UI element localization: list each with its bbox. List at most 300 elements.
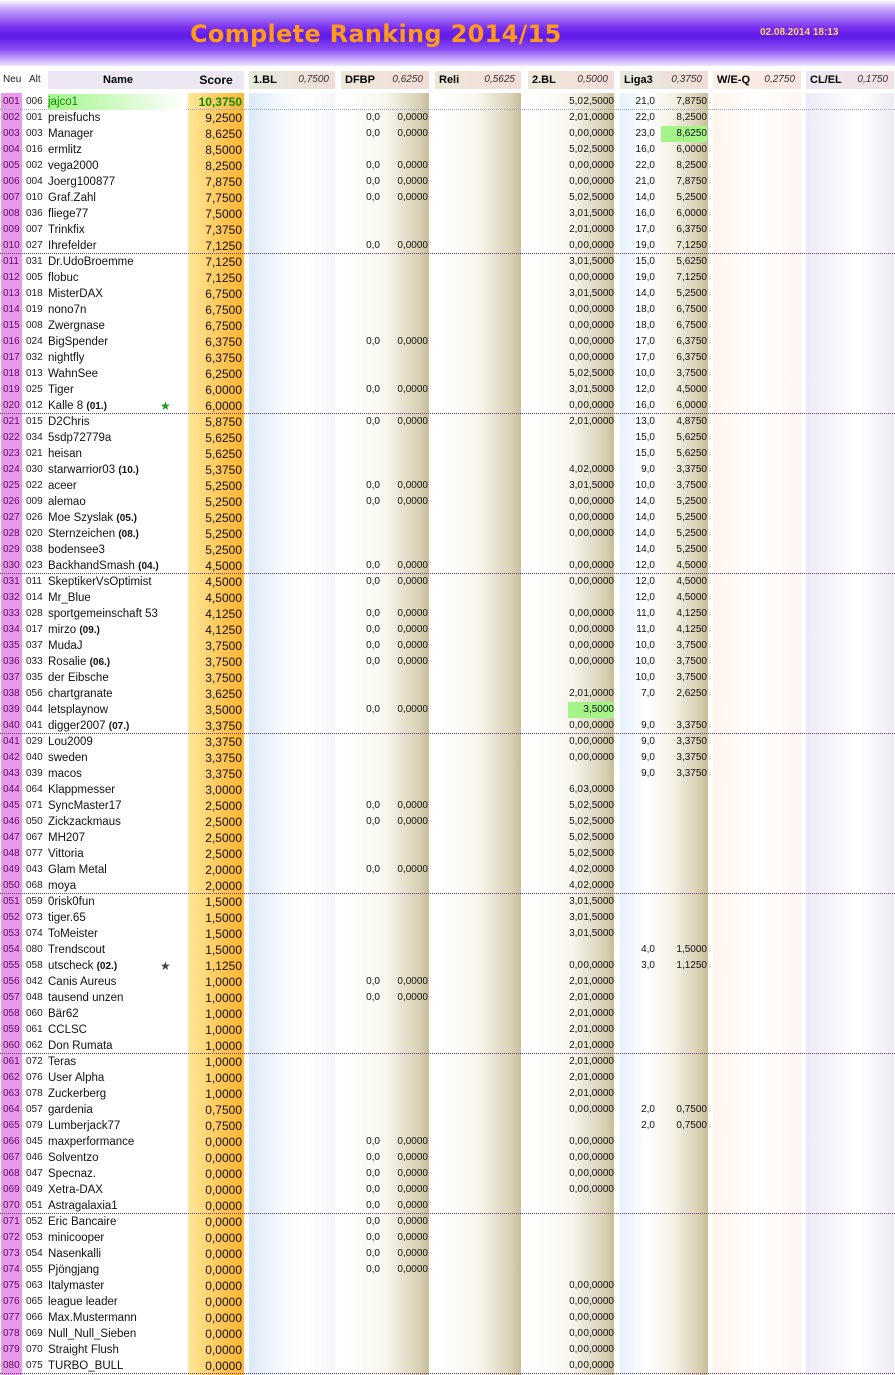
bl2-points: 0,0	[569, 640, 583, 651]
table-row[interactable]	[0, 718, 895, 734]
table-row[interactable]	[0, 1310, 895, 1326]
table-row[interactable]	[0, 734, 895, 750]
rank-old: 075	[26, 1360, 43, 1371]
dfbp-weighted: 0,0000	[397, 176, 428, 187]
player-name: Lou2009	[48, 736, 93, 748]
rank-old: 018	[26, 288, 43, 299]
table-row[interactable]	[0, 574, 895, 590]
table-row[interactable]	[0, 846, 895, 862]
rank-old: 063	[26, 1280, 43, 1291]
dfbp-points: 0,0	[366, 1264, 380, 1275]
player-name: Bär62	[48, 1008, 79, 1020]
rank-new: 034	[3, 624, 20, 635]
rank-new: 041	[3, 736, 20, 747]
bl2-points: 2,0	[569, 224, 583, 235]
table-row[interactable]	[0, 254, 895, 270]
table-row[interactable]	[0, 1118, 895, 1134]
total-score: 2,0000	[205, 879, 242, 893]
table-row[interactable]	[0, 590, 895, 606]
liga3-weighted: 3,3750	[676, 752, 707, 763]
rank-new: 053	[3, 928, 20, 939]
table-row[interactable]	[0, 526, 895, 542]
player-name: moya	[48, 880, 77, 892]
dfbp-points: 0,0	[366, 1216, 380, 1227]
rank-new: 038	[3, 688, 20, 699]
table-row[interactable]	[0, 1342, 895, 1358]
liga3-weighted: 8,2500	[676, 112, 707, 123]
total-score: 3,7500	[205, 639, 242, 653]
table-row[interactable]	[0, 190, 895, 206]
rank-new: 033	[3, 608, 20, 619]
table-row[interactable]	[0, 94, 895, 110]
table-row[interactable]	[0, 1038, 895, 1054]
table-row[interactable]	[0, 1198, 895, 1214]
table-row[interactable]	[0, 926, 895, 942]
bl2-weighted: 0,0000	[583, 304, 614, 315]
liga3-points: 16,0	[635, 144, 655, 155]
table-row[interactable]	[0, 222, 895, 238]
bl2-weighted: 2,5000	[583, 192, 614, 203]
header-comp-clel	[806, 71, 894, 89]
liga3-points: 23,0	[635, 128, 655, 139]
bl2-points: 3,0	[569, 912, 583, 923]
rank-old: 072	[26, 1056, 43, 1067]
table-row[interactable]	[0, 990, 895, 1006]
table-row[interactable]	[0, 1054, 895, 1070]
bl2-points: 0,0	[569, 1152, 583, 1163]
rank-new: 025	[3, 480, 20, 491]
table-row[interactable]	[0, 638, 895, 654]
table-row[interactable]	[0, 1150, 895, 1166]
dfbp-points: 0,0	[366, 240, 380, 251]
total-score: 8,6250	[205, 127, 242, 141]
bl2-weighted: 0,0000	[583, 560, 614, 571]
table-row[interactable]	[0, 654, 895, 670]
player-name: User Alpha	[48, 1072, 105, 1084]
bl2-points: 5,0	[569, 832, 583, 843]
dfbp-weighted: 0,0000	[397, 704, 428, 715]
rank-old: 077	[26, 848, 43, 859]
table-row[interactable]	[0, 974, 895, 990]
dfbp-weighted: 0,0000	[397, 1152, 428, 1163]
table-row[interactable]	[0, 766, 895, 782]
liga3-points: 14,0	[635, 512, 655, 523]
dfbp-weighted: 0,0000	[397, 976, 428, 987]
table-row[interactable]	[0, 670, 895, 686]
liga3-weighted: 5,6250	[676, 432, 707, 443]
table-row[interactable]	[0, 206, 895, 222]
bl2-weighted: 0,0000	[583, 736, 614, 747]
rank-old: 053	[26, 1232, 43, 1243]
header-comp-factor: 0,5625	[484, 74, 515, 85]
player-name: aceer	[48, 480, 77, 492]
table-row[interactable]	[0, 862, 895, 878]
table-row[interactable]	[0, 302, 895, 318]
player-name: Xetra-DAX	[48, 1184, 103, 1196]
bl2-weighted: 0,0000	[583, 528, 614, 539]
rank-new: 008	[3, 208, 20, 219]
liga3-points: 18,0	[635, 304, 655, 315]
bl2-points: 0,0	[569, 608, 583, 619]
bl2-weighted: 0,0000	[583, 1360, 614, 1371]
rank-old: 071	[26, 800, 43, 811]
player-name: digger2007 (07.)	[48, 720, 130, 732]
rank-new: 007	[3, 192, 20, 203]
dfbp-weighted: 0,0000	[397, 384, 428, 395]
total-score: 1,0000	[205, 1071, 242, 1085]
dfbp-weighted: 0,0000	[397, 336, 428, 347]
bl2-points: 2,0	[569, 688, 583, 699]
table-row[interactable]	[0, 286, 895, 302]
dfbp-points: 0,0	[366, 704, 380, 715]
liga3-weighted: 3,3750	[676, 720, 707, 731]
table-row[interactable]	[0, 1326, 895, 1342]
total-score: 7,3750	[205, 223, 242, 237]
rank-new: 027	[3, 512, 20, 523]
table-row[interactable]	[0, 702, 895, 718]
bl2-weighted: 0,0000	[583, 752, 614, 763]
rank-old: 048	[26, 992, 43, 1003]
bl2-weighted: 0,0000	[583, 1184, 614, 1195]
player-name: Zickzackmaus	[48, 816, 121, 828]
bl2-points: 0,0	[569, 400, 583, 411]
total-score: 1,5000	[205, 943, 242, 957]
rank-old: 014	[26, 592, 43, 603]
rank-old: 069	[26, 1328, 43, 1339]
rank-new: 054	[3, 944, 20, 955]
table-row[interactable]	[0, 1230, 895, 1246]
table-row[interactable]	[0, 1278, 895, 1294]
bl2-weighted: 0,0000	[583, 128, 614, 139]
total-score: 6,3750	[205, 335, 242, 349]
table-row[interactable]	[0, 110, 895, 126]
dfbp-points: 0,0	[366, 864, 380, 875]
table-row[interactable]	[0, 126, 895, 142]
bl2-weighted: 2,5000	[583, 96, 614, 107]
total-score: 5,2500	[205, 495, 242, 509]
rank-old: 067	[26, 832, 43, 843]
table-row[interactable]	[0, 382, 895, 398]
table-row[interactable]	[0, 1358, 895, 1374]
bl2-points: 0,0	[569, 160, 583, 171]
total-score: 0,0000	[205, 1167, 242, 1181]
bl2-weighted: 1,0000	[583, 688, 614, 699]
dfbp-points: 0,0	[366, 1200, 380, 1211]
table-row[interactable]	[0, 1214, 895, 1230]
total-score: 6,7500	[205, 319, 242, 333]
table-row[interactable]	[0, 622, 895, 638]
rank-new: 073	[3, 1248, 20, 1259]
table-row[interactable]	[0, 446, 895, 462]
total-score: 5,8750	[205, 415, 242, 429]
player-name: Tiger	[48, 384, 74, 396]
dfbp-weighted: 0,0000	[397, 480, 428, 491]
dfbp-points: 0,0	[366, 1168, 380, 1179]
table-row[interactable]	[0, 1006, 895, 1022]
total-score: 1,5000	[205, 911, 242, 925]
rank-old: 074	[26, 928, 43, 939]
dfbp-points: 0,0	[366, 576, 380, 587]
bl2-points: 3,0	[569, 256, 583, 267]
table-row[interactable]	[0, 430, 895, 446]
bl2-weighted: 0,0000	[583, 1168, 614, 1179]
dfbp-points: 0,0	[366, 608, 380, 619]
total-score: 0,0000	[205, 1311, 242, 1325]
rank-old: 080	[26, 944, 43, 955]
dfbp-weighted: 0,0000	[397, 496, 428, 507]
bl2-weighted: 0,0000	[583, 240, 614, 251]
rank-new: 022	[3, 432, 20, 443]
bl2-points: 0,0	[569, 352, 583, 363]
player-name: Zuckerberg	[48, 1088, 107, 1100]
liga3-weighted: 5,2500	[676, 288, 707, 299]
rank-old: 024	[26, 336, 43, 347]
table-row[interactable]	[0, 1166, 895, 1182]
table-row[interactable]	[0, 318, 895, 334]
table-row[interactable]	[0, 1246, 895, 1262]
bl2-weighted: 0,0000	[583, 1136, 614, 1147]
total-score: 1,5000	[205, 895, 242, 909]
table-row[interactable]	[0, 510, 895, 526]
total-score: 0,7500	[205, 1119, 242, 1133]
bl2-points: 0,0	[569, 176, 583, 187]
liga3-points: 21,0	[635, 96, 655, 107]
header-comp-weq	[713, 71, 801, 89]
table-row[interactable]	[0, 1102, 895, 1118]
liga3-weighted: 3,3750	[676, 768, 707, 779]
total-score: 7,1250	[205, 271, 242, 285]
total-score: 3,6250	[205, 687, 242, 701]
rank-old: 034	[26, 432, 43, 443]
table-row[interactable]	[0, 894, 895, 910]
bl2-points: 0,0	[569, 1328, 583, 1339]
liga3-points: 12,0	[635, 576, 655, 587]
bl2-weighted: 3,0000	[583, 784, 614, 795]
player-name: D2Chris	[48, 416, 90, 428]
liga3-weighted: 5,2500	[676, 496, 707, 507]
table-row[interactable]	[0, 462, 895, 478]
rank-old: 059	[26, 896, 43, 907]
bl2-weighted: 0,0000	[583, 608, 614, 619]
player-name: Pjöngjang	[48, 1264, 100, 1276]
rank-new: 079	[3, 1344, 20, 1355]
table-row[interactable]	[0, 270, 895, 286]
rank-old: 055	[26, 1264, 43, 1275]
liga3-points: 14,0	[635, 192, 655, 203]
liga3-weighted: 6,3750	[676, 352, 707, 363]
prior-rank: (10.)	[118, 465, 139, 476]
header-comp-factor: 0,6250	[392, 74, 423, 85]
table-row[interactable]	[0, 558, 895, 574]
rank-old: 049	[26, 1184, 43, 1195]
table-row[interactable]	[0, 414, 895, 430]
dfbp-weighted: 0,0000	[397, 1184, 428, 1195]
table-row[interactable]	[0, 542, 895, 558]
liga3-weighted: 4,5000	[676, 592, 707, 603]
dfbp-points: 0,0	[366, 992, 380, 1003]
rank-new: 002	[3, 112, 20, 123]
table-row[interactable]	[0, 174, 895, 190]
liga3-weighted: 3,3750	[676, 464, 707, 475]
bl2-points: 2,0	[569, 992, 583, 1003]
bl2-weighted: 3,5000	[568, 702, 614, 718]
liga3-points: 22,0	[635, 112, 655, 123]
total-score: 3,3750	[205, 719, 242, 733]
rank-new: 056	[3, 976, 20, 987]
table-row[interactable]	[0, 1294, 895, 1310]
player-name: fliege77	[48, 208, 89, 220]
total-score: 0,0000	[205, 1135, 242, 1149]
table-row[interactable]	[0, 1134, 895, 1150]
dfbp-points: 0,0	[366, 656, 380, 667]
table-row[interactable]	[0, 958, 895, 974]
player-name: MH207	[48, 832, 86, 844]
bl2-points: 0,0	[569, 512, 583, 523]
table-row[interactable]	[0, 910, 895, 926]
player-name: utscheck (02.)	[48, 960, 118, 972]
rank-old: 022	[26, 480, 43, 491]
liga3-points: 2,0	[641, 1120, 655, 1131]
table-row[interactable]	[0, 478, 895, 494]
table-row[interactable]	[0, 830, 895, 846]
rank-new: 023	[3, 448, 20, 459]
total-score: 4,1250	[205, 607, 242, 621]
table-row[interactable]	[0, 366, 895, 382]
rank-old: 076	[26, 1072, 43, 1083]
total-score: 5,2500	[205, 479, 242, 493]
rank-old: 060	[26, 1008, 43, 1019]
dfbp-points: 0,0	[366, 1232, 380, 1243]
bl2-points: 0,0	[569, 496, 583, 507]
table-row[interactable]	[0, 142, 895, 158]
table-row[interactable]	[0, 814, 895, 830]
table-row[interactable]	[0, 398, 895, 414]
player-name: Max.Mustermann	[48, 1312, 137, 1324]
bl2-points: 0,0	[569, 336, 583, 347]
total-score: 8,5000	[205, 143, 242, 157]
rank-new: 043	[3, 768, 20, 779]
table-row[interactable]	[0, 782, 895, 798]
rank-new: 055	[3, 960, 20, 971]
rank-old: 051	[26, 1200, 43, 1211]
total-score: 3,5000	[205, 703, 242, 717]
rank-old: 065	[26, 1296, 43, 1307]
total-score: 4,5000	[205, 575, 242, 589]
table-row[interactable]	[0, 350, 895, 366]
rank-new: 045	[3, 800, 20, 811]
rank-old: 011	[26, 576, 42, 587]
rank-new: 029	[3, 544, 20, 555]
dfbp-points: 0,0	[366, 976, 380, 987]
rank-new: 050	[3, 880, 20, 891]
rank-new: 028	[3, 528, 20, 539]
prior-rank: (05.)	[116, 513, 137, 524]
table-row[interactable]	[0, 1086, 895, 1102]
dfbp-weighted: 0,0000	[397, 1264, 428, 1275]
bl2-points: 2,0	[569, 1056, 583, 1067]
bl2-points: 5,0	[569, 96, 583, 107]
total-score: 6,7500	[205, 287, 242, 301]
table-row[interactable]	[0, 606, 895, 622]
total-score: 1,5000	[205, 927, 242, 941]
bl2-weighted: 0,0000	[583, 1280, 614, 1291]
table-row[interactable]	[0, 494, 895, 510]
bl2-weighted: 1,5000	[583, 256, 614, 267]
rank-new: 057	[3, 992, 20, 1003]
table-row[interactable]	[0, 798, 895, 814]
total-score: 6,0000	[205, 399, 242, 413]
bl2-points: 0,0	[569, 1360, 583, 1371]
total-score: 0,0000	[205, 1247, 242, 1261]
total-score: 0,0000	[205, 1359, 242, 1373]
player-name: gardenia	[48, 1104, 93, 1116]
table-row[interactable]	[0, 686, 895, 702]
liga3-points: 13,0	[635, 416, 655, 427]
table-row[interactable]	[0, 878, 895, 894]
player-name: tiger.65	[48, 912, 86, 924]
bl2-points: 5,0	[569, 368, 583, 379]
player-name: Nasenkalli	[48, 1248, 102, 1260]
liga3-points: 15,0	[635, 448, 655, 459]
table-row[interactable]	[0, 750, 895, 766]
bl2-weighted: 0,0000	[583, 1296, 614, 1307]
bl2-weighted: 2,5000	[583, 832, 614, 843]
rank-new: 072	[3, 1232, 20, 1243]
bl2-weighted: 2,5000	[583, 368, 614, 379]
table-row[interactable]	[0, 334, 895, 350]
player-name: maxperformance	[48, 1136, 135, 1148]
player-name: Null_Null_Sieben	[48, 1328, 137, 1340]
table-row[interactable]	[0, 238, 895, 254]
liga3-points: 9,0	[641, 768, 655, 779]
dfbp-points: 0,0	[366, 1184, 380, 1195]
rank-old: 050	[26, 816, 43, 827]
header-comp-factor: 0,1750	[857, 74, 888, 85]
liga3-points: 9,0	[641, 752, 655, 763]
table-row[interactable]	[0, 1262, 895, 1278]
header-comp-reli	[435, 71, 521, 89]
table-row[interactable]	[0, 1022, 895, 1038]
liga3-weighted: 5,2500	[676, 192, 707, 203]
rank-old: 043	[26, 864, 43, 875]
prior-rank: (01.)	[86, 401, 107, 412]
liga3-weighted: 3,3750	[676, 736, 707, 747]
player-name: nono7n	[48, 304, 87, 316]
dfbp-weighted: 0,0000	[397, 1136, 428, 1147]
table-row[interactable]	[0, 942, 895, 958]
player-name: bodensee3	[48, 544, 105, 556]
player-name: Graf.Zahl	[48, 192, 96, 204]
total-score: 3,3750	[205, 751, 242, 765]
header-comp-label: W/E-Q	[717, 74, 750, 86]
rank-old: 002	[26, 160, 43, 171]
liga3-points: 19,0	[635, 240, 655, 251]
bl2-points: 0,0	[569, 1168, 583, 1179]
dfbp-weighted: 0,0000	[397, 112, 428, 123]
table-row[interactable]	[0, 1070, 895, 1086]
table-row[interactable]	[0, 158, 895, 174]
rank-new: 020	[3, 400, 20, 411]
bl2-weighted: 0,0000	[583, 720, 614, 731]
player-name: Straight Flush	[48, 1344, 119, 1356]
dfbp-weighted: 0,0000	[397, 1232, 428, 1243]
table-row[interactable]	[0, 1182, 895, 1198]
rank-new: 037	[3, 672, 20, 683]
rank-old: 061	[26, 1024, 43, 1035]
liga3-weighted: 7,8750	[676, 96, 707, 107]
dfbp-points: 0,0	[366, 624, 380, 635]
liga3-weighted: 3,7500	[676, 640, 707, 651]
